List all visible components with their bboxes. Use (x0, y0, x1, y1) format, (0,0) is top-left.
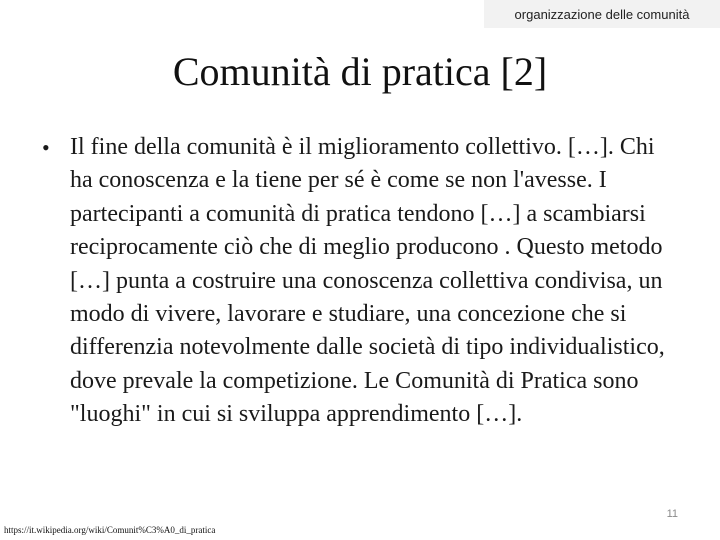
bullet-list (42, 131, 682, 432)
bullet-dot-icon: • (42, 135, 50, 160)
bullet-text: Il fine della comunità è il miglioramento collettivo. […]. Chi ha conoscenza e la tiene per sé è come se non l'avesse. I partecipanti a comunità di pratica tendono […] a scambiarsi reciprocamente ciò che di meglio producono . Questo metodo […] punta a costruire una conoscenza collettiva condivisa, un modo di vivere, lavorare e studiare, una concezione che si differenzia notevolmente dalle società di tipo individualistico, dove prevale la competizione. Le Comunità di Pratica sono "luoghi" in cui si sviluppa apprendimento […]. (70, 134, 665, 428)
page-number: 11 (666, 508, 678, 520)
slide-title: Comunità di pratica [2] (172, 49, 548, 94)
source-link[interactable]: https://it.wikipedia.org/wiki/Comunit%C3%A0_di_pratica (4, 525, 216, 535)
bullet-item (42, 131, 682, 432)
section-tag: organizzazione delle comunità (484, 0, 720, 28)
